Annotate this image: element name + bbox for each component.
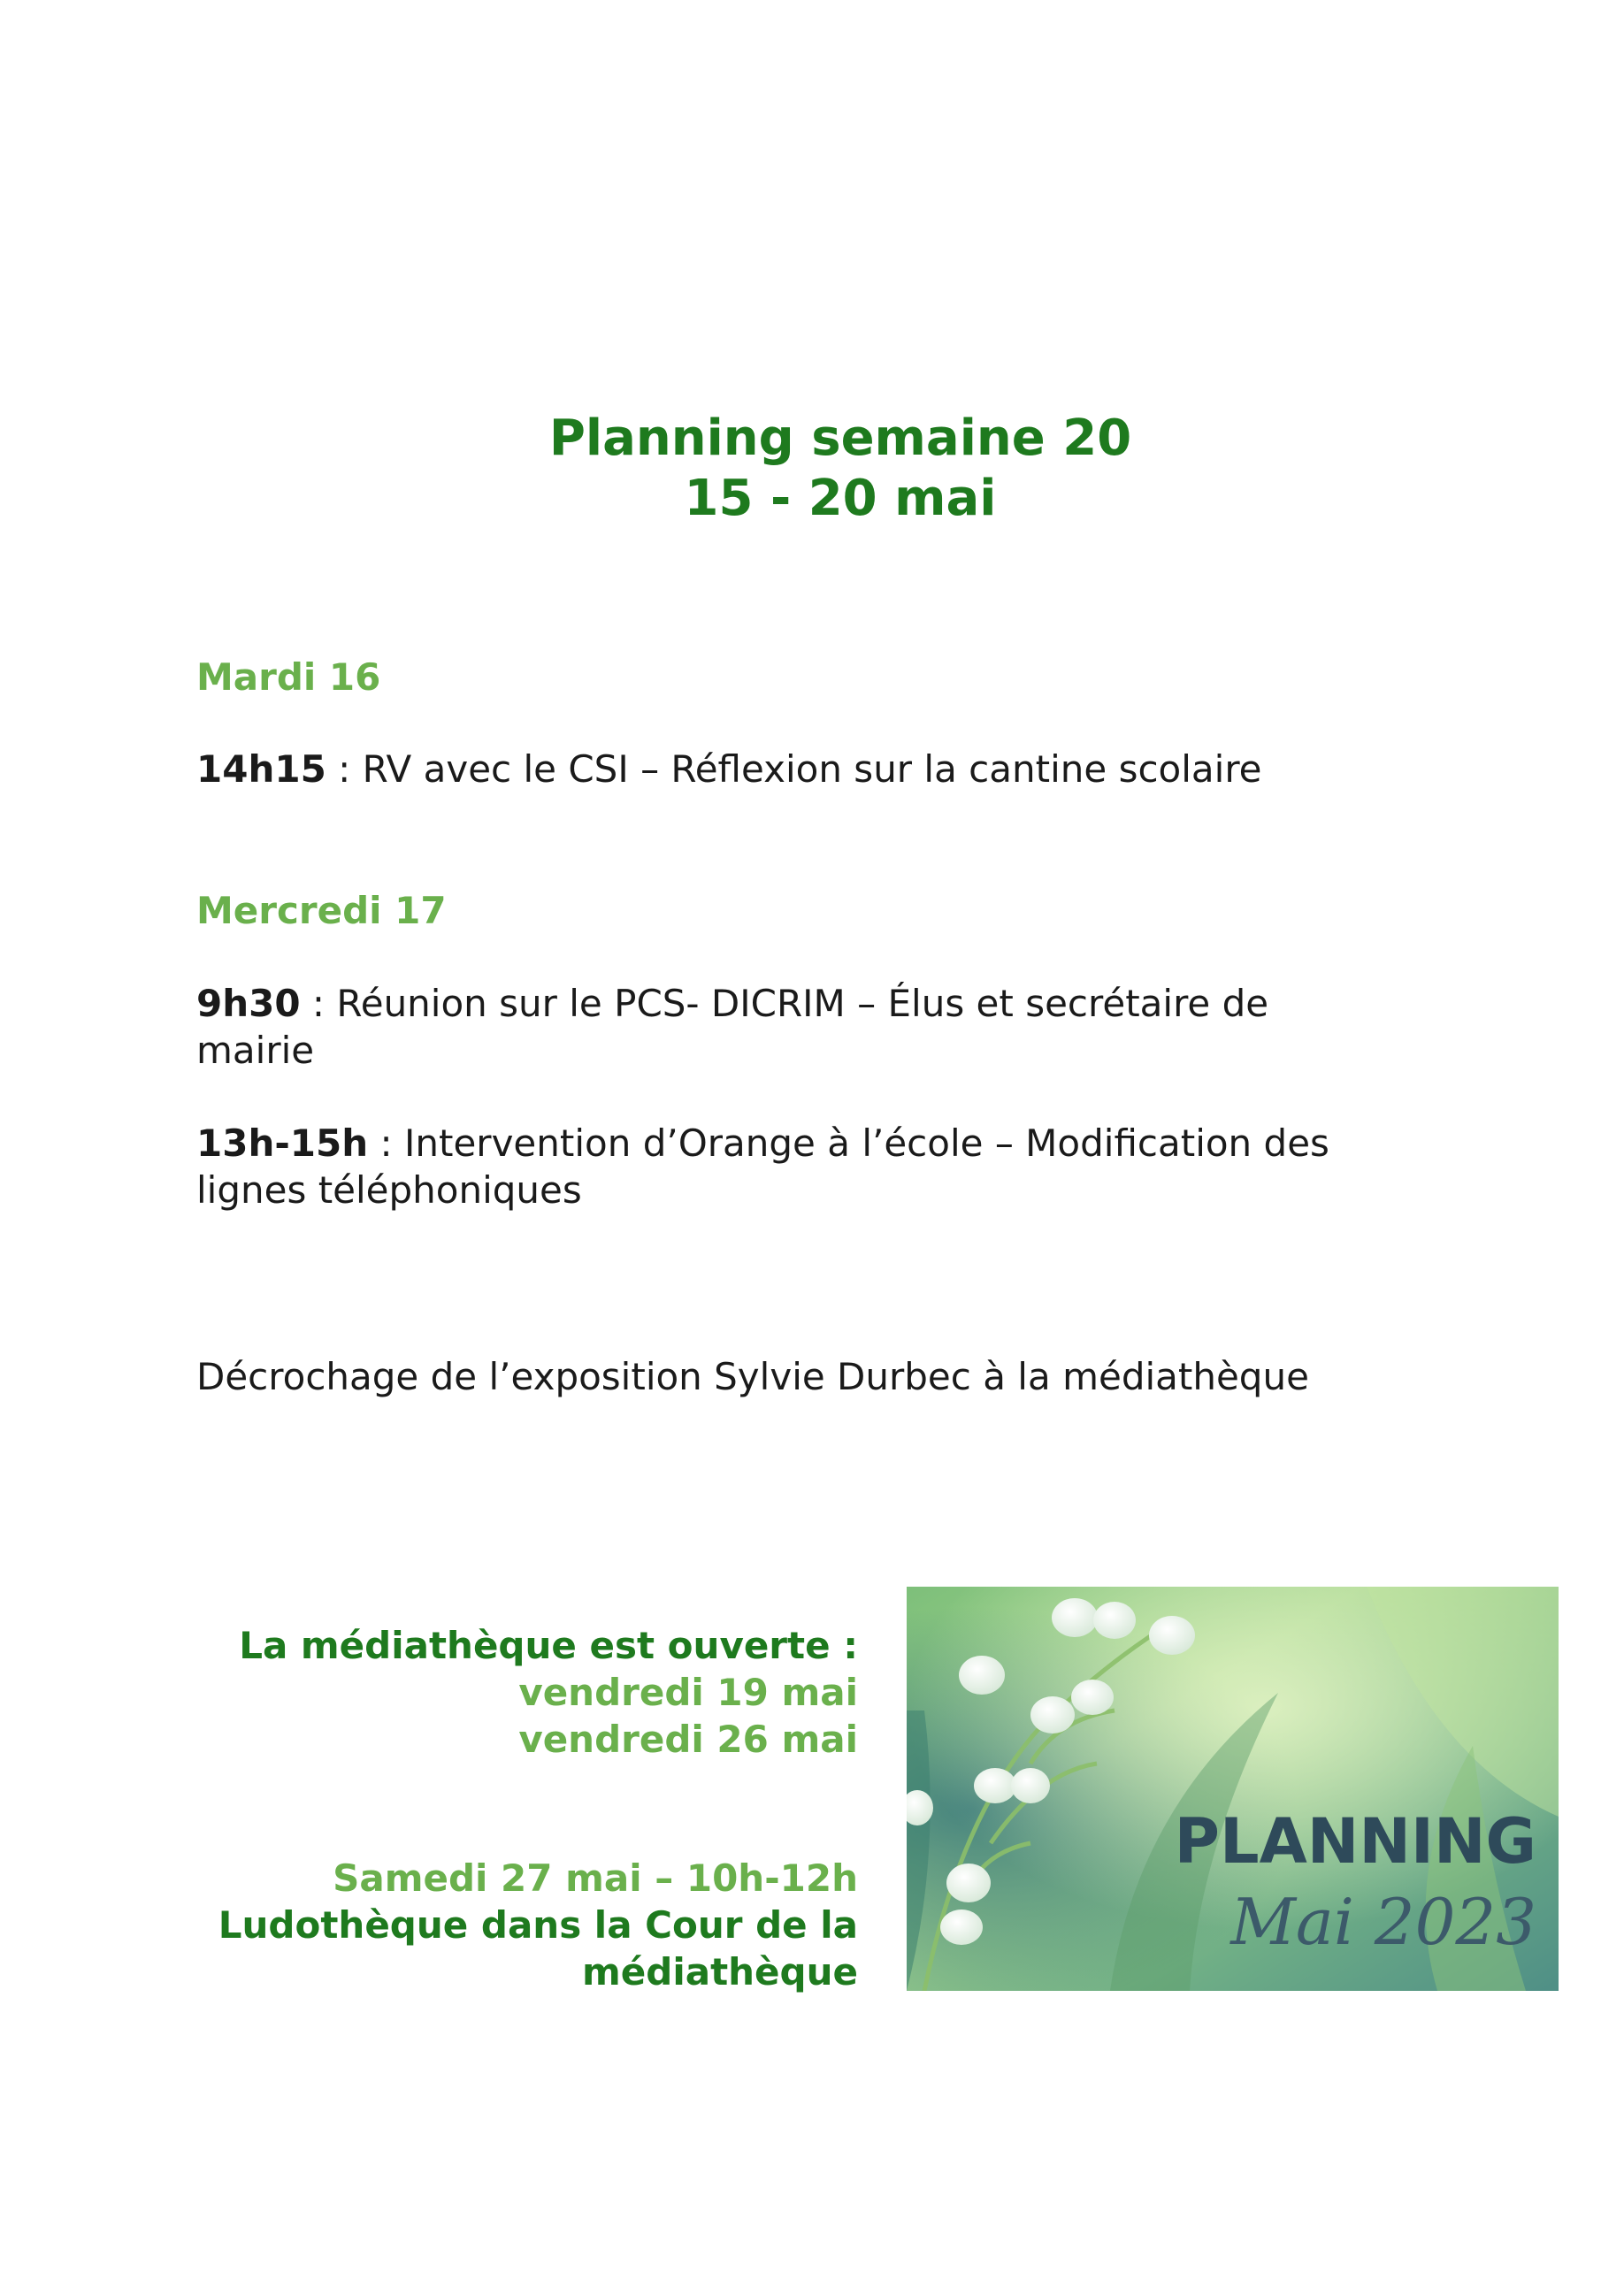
entry-text: : Réunion sur le PCS- DICRIM – Élus et secrétaire de mairie <box>196 982 1269 1072</box>
ludotheque-event <box>186 1855 858 1995</box>
mediatheque-date: vendredi 26 mai <box>518 1718 858 1761</box>
schedule-entry <box>196 1120 1408 1213</box>
mediatheque-heading: La médiathèque est ouverte : <box>239 1624 858 1667</box>
entry-time: 13h-15h <box>196 1121 369 1165</box>
schedule-entry <box>196 980 1382 1074</box>
note-text: Décrochage de l’exposition Sylvie Durbec à la médiathèque <box>196 1355 1309 1398</box>
title-line-2: 15 - 20 mai <box>684 470 997 527</box>
entry-text: : Intervention d’Orange à l’école – Modification des lignes téléphoniques <box>196 1121 1329 1212</box>
schedule-entry <box>196 746 1435 792</box>
lily-of-the-valley-illustration <box>907 1587 1559 1991</box>
entry-text: : RV avec le CSI – Réflexion sur la cantine scolaire <box>326 747 1262 791</box>
poster-title: PLANNING <box>1174 1805 1536 1878</box>
title-line-1: Planning semaine 20 <box>548 409 1132 467</box>
entry-time: 9h30 <box>196 982 301 1025</box>
planning-poster-image <box>907 1587 1559 1991</box>
day-heading-mercredi: Mercredi 17 <box>196 889 447 932</box>
entry-time: 14h15 <box>196 747 326 791</box>
mediatheque-hours <box>186 1622 858 1763</box>
day-heading-mardi: Mardi 16 <box>196 655 381 699</box>
ludotheque-line-2: médiathèque <box>582 1950 858 1994</box>
ludotheque-date: Samedi 27 mai – 10h-12h <box>333 1856 858 1900</box>
page-title <box>0 409 1624 529</box>
poster-subtitle: Mai 2023 <box>1230 1885 1536 1959</box>
ludotheque-line-1: Ludothèque dans la Cour de la <box>218 1903 858 1947</box>
mediatheque-date: vendredi 19 mai <box>518 1671 858 1714</box>
